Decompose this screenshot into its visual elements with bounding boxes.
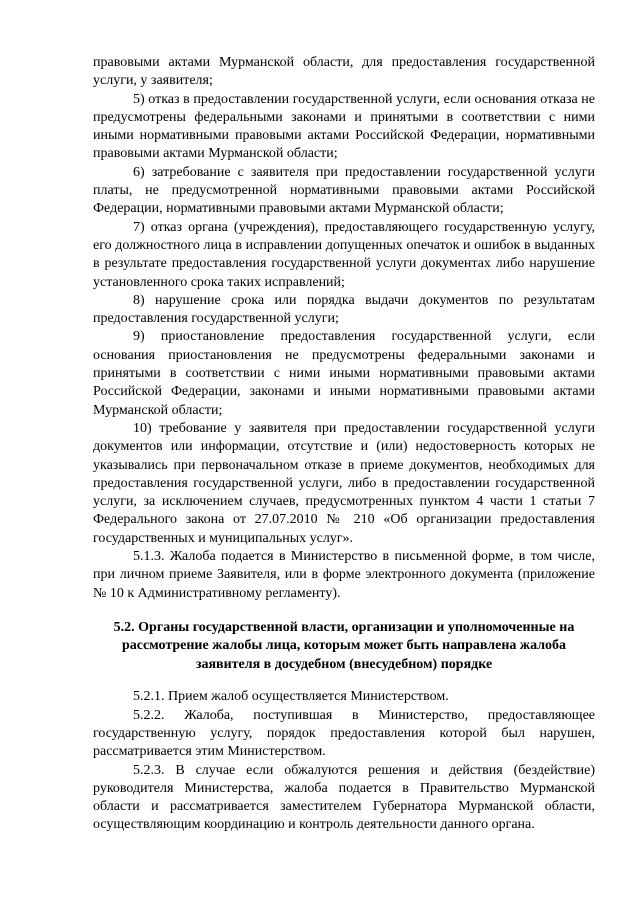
paragraph-5-2-1: 5.2.1. Прием жалоб осуществляется Министерством. (133, 689, 449, 705)
paragraph-5-1-3: 5.1.3. Жалоба подается в Министерство в письменной форме, в том числе, при личном приеме Заявителя, или в форме электронного документа (приложение № 10 к Административному регламенту). (93, 549, 595, 601)
paragraph-item-9: 9) приостановление предоставления государственной услуги, если основания приостановления не предусмотрены федеральными законами и принятыми в соответствии с ними иными нормативными правовыми актами Российской Федерации, законами и иными нормативными правовыми актами Мурманской области; (93, 329, 595, 418)
paragraph-item-8: 8) нарушение срока или порядка выдачи документов по результатам предоставления государственной услуги; (93, 292, 595, 327)
paragraph-item-10: 10) требование у заявителя при предоставлении государственной услуги документов или информации, отсутствие и (или) недостоверность которых не указывались при первоначальном отказе в приеме документов, необходимых для предоставления государственной услуги, либо в предоставлении государственной услуги, за исключением случаев, предусмотренных пунктом 4 части 1 статьи 7 Федерального закона от 27.07.2010 № 210 «Об организации предоставления государственных и муниципальных услуг». (93, 420, 595, 546)
paragraph-continuation: правовыми актами Мурманской области, для предоставления государственной услуги, у заявителя; (93, 55, 595, 89)
paragraph-5-2-2: 5.2.2. Жалоба, поступившая в Министерство, предоставляющее государственную услугу, порядок предоставления которой был нарушен, рассматривается этим Министерством. (93, 707, 595, 760)
paragraph-item-6: 6) затребование с заявителя при предоставлении государственной услуги платы, не предусмотренной нормативными правовыми актами Российской Федерации, нормативными правовыми актами Мурманской области; (93, 164, 595, 217)
section-heading-5-2: 5.2. Органы государственной власти, организации и уполномоченные на рассмотрение жалобы лица, которым может быть направлена жалоба заявителя в досудебном (внесудебном) порядке (113, 619, 575, 672)
paragraph-item-5: 5) отказ в предоставлении государственной услуги, если основания отказа не предусмотрены федеральными законами и принятыми в соответствии с ними иными нормативными правовыми актами Российской Федерации, нормативными правовыми актами Мурманской области; (93, 91, 595, 162)
paragraph-5-2-3: 5.2.3. В случае если обжалуются решения и действия (бездействие) руководителя Министерства, жалоба подается в Правительство Мурманской области и рассматривается заместителем Губернатора Мурманской области, осуществляющим координацию и контроль деятельности данного органа. (93, 762, 595, 833)
paragraph-item-7: 7) отказ органа (учреждения), предоставляющего государственную услугу, его должностного лица в исправлении допущенных опечаток и ошибок в выданных в результате предоставления государственной услуги документах либо нарушение установленного срока таких исправлений; (93, 219, 595, 290)
document-page (93, 54, 595, 835)
